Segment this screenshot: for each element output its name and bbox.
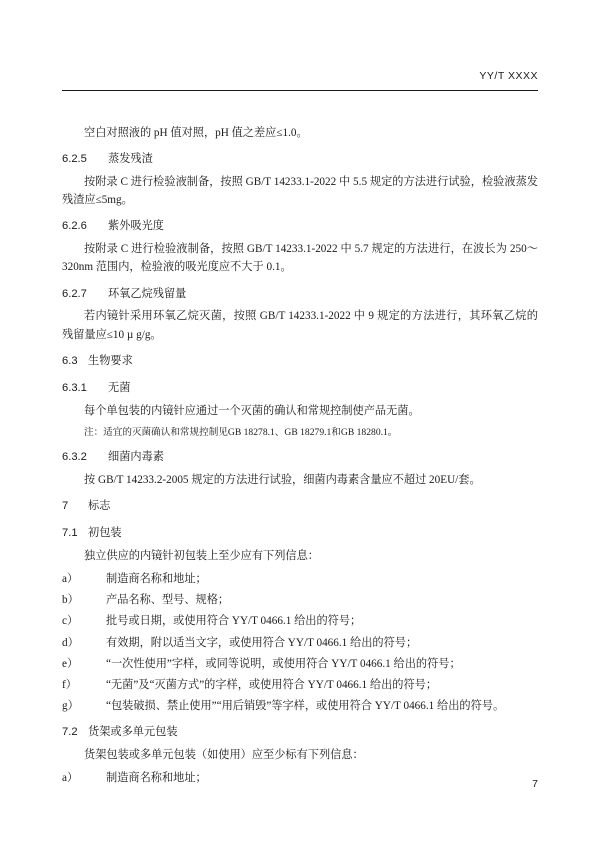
section-paragraph: 按 GB/T 14233.2-2005 规定的方法进行试验，细菌内毒素含量应不超过 20EU/套。: [84, 474, 481, 486]
page-header: YY/T XXXX: [479, 70, 538, 82]
section-number: 6.3.1: [62, 381, 87, 394]
list-item: [62, 676, 538, 694]
list-item: [62, 697, 538, 715]
section-heading-6-2-5: [62, 151, 538, 169]
section-number: 6.3: [62, 354, 78, 367]
section-paragraph: 货架包装或多单元包装（如使用）应至少标有下列信息：: [84, 749, 364, 762]
section-paragraph: 若内镜针采用环氧乙烷灭菌，按照 GB/T 14233.1-2022 中 9 规定的方法进行，其环氧乙烷的残留量应≤10 µ g/g。: [62, 310, 538, 341]
list-item: [62, 591, 538, 609]
section-title: 蒸发残渣: [108, 153, 153, 166]
list-item: [62, 570, 538, 588]
list-marker: a）: [62, 772, 79, 785]
section-paragraph: 按附录 C 进行检验液制备，按照 GB/T 14233.1-2022 中 5.5 规定的方法进行试验，检验液蒸发残渣应≤5mg。: [62, 176, 538, 207]
section-number: 7: [62, 500, 69, 513]
list-item: [62, 634, 538, 652]
list-text: 制造商名称和地址；: [106, 573, 207, 586]
section-number: 6.3.2: [62, 451, 87, 464]
top-paragraph: 空白对照液的 pH 值对照，pH 值之差应≤1.0。: [84, 127, 308, 139]
list-item: [62, 769, 538, 787]
section-heading-7-1: [62, 525, 538, 543]
section-number: 6.2.5: [62, 153, 87, 166]
list-text: 产品名称、型号、规格；: [106, 594, 230, 607]
page-content: [62, 124, 538, 790]
section-paragraph: 每个单包装的内镜针应通过一个灭菌的确认和常规控制使产品无菌。: [84, 404, 420, 417]
list-text: 制造商名称和地址；: [106, 772, 207, 785]
list-text: 批号或日期，或使用符合 YY/T 0466.1 给出的符号；: [106, 615, 362, 628]
section-heading-6-3-1: [62, 380, 538, 398]
list-marker: c）: [62, 615, 79, 628]
section-title: 紫外吸光度: [108, 220, 164, 233]
section-heading-6-2-7: [62, 286, 538, 304]
page-number: 7: [532, 778, 538, 790]
section-number: 7.1: [62, 527, 78, 540]
section-heading-7: [62, 498, 538, 516]
section-title: 标志: [88, 500, 111, 513]
section-title: 初包装: [88, 527, 122, 540]
section-title: 生物要求: [88, 354, 133, 367]
section-title: 货架或多单元包装: [88, 726, 178, 739]
section-paragraph: 按附录 C 进行检验液制备，按照 GB/T 14233.1-2022 中 5.7 规定的方法进行，在波长为 250～320nm 范围内，检验液的吸光度应不大于 0.1。: [62, 243, 538, 274]
list-text: 有效期，附以适当文字，或使用符合 YY/T 0466.1 给出的符号；: [106, 636, 418, 649]
list-marker: g）: [62, 699, 79, 712]
section-title: 细菌内毒素: [108, 451, 164, 464]
section-paragraph: 独立供应的内镜针初包装上至少应有下列信息：: [84, 549, 319, 562]
section-heading-6-3-2: [62, 449, 538, 467]
list-text: “一次性使用”字样，或同等说明，或使用符合 YY/T 0466.1 给出的符号；: [106, 657, 461, 670]
section-number: 7.2: [62, 726, 78, 739]
list-text: “无菌”及“灭菌方式”的字样，或使用符合 YY/T 0466.1 给出的符号；: [106, 678, 438, 691]
list-marker: a）: [62, 573, 79, 586]
list-item: [62, 655, 538, 673]
section-heading-7-2: [62, 724, 538, 742]
section-number: 6.2.7: [62, 287, 87, 300]
section-note: 注：适宜的灭菌确认和常规控制见GB 18278.1、GB 18279.1和GB 18280.1。: [84, 426, 398, 438]
list-marker: f）: [62, 678, 77, 691]
header-rule: [62, 90, 538, 91]
list-marker: e）: [62, 657, 79, 670]
section-number: 6.2.6: [62, 220, 87, 233]
list-text: “包装破损、禁止使用”“用后销毁”等字样，或使用符合 YY/T 0466.1 给出的符号。: [106, 699, 505, 712]
list-marker: b）: [62, 594, 79, 607]
section-heading-6-2-6: [62, 218, 538, 236]
section-heading-6-3: [62, 353, 538, 371]
list-marker: d）: [62, 636, 79, 649]
section-title: 环氧乙烷残留量: [108, 287, 187, 300]
list-item: [62, 612, 538, 630]
section-title: 无菌: [108, 381, 131, 394]
